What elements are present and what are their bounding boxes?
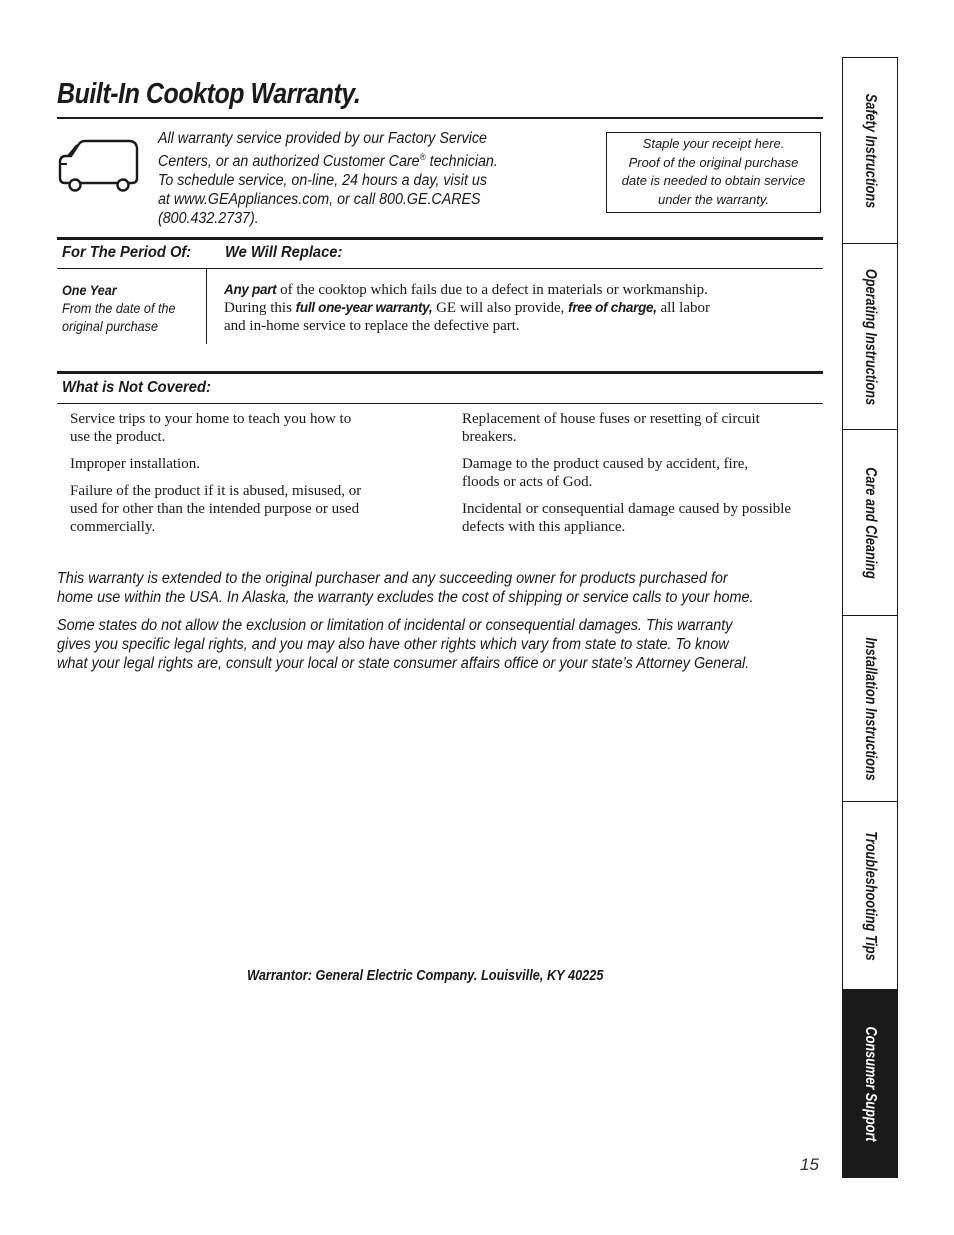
not-covered-header: What is Not Covered: bbox=[62, 379, 211, 396]
list-item: Incidental or consequential damage caused by possible defects with this appliance. bbox=[462, 501, 792, 535]
list-item: Replacement of house fuses or resetting of circuit breakers. bbox=[462, 411, 760, 445]
staple-receipt-box: Staple your receipt here. Proof of the original purchase date is needed to obtain service under the warranty. bbox=[606, 132, 821, 213]
title-rule bbox=[57, 117, 823, 119]
not-covered-right-list bbox=[462, 410, 824, 545]
van-icon bbox=[57, 136, 141, 194]
phone-number: (800.432.2737). bbox=[158, 210, 259, 228]
table-header-rule bbox=[57, 268, 823, 269]
replace-header: We Will Replace: bbox=[225, 244, 343, 261]
side-tab-installation-instructions[interactable]: Installation Instructions bbox=[842, 615, 898, 803]
table-top-rule bbox=[57, 237, 823, 240]
not-covered-left-list bbox=[70, 410, 410, 545]
side-tab-safety-instructions[interactable]: Safety Instructions bbox=[842, 57, 898, 245]
not-covered-header-rule bbox=[57, 403, 823, 404]
list-item: Failure of the product if it is abused, misused, or used for other than the intended purpose or used commercially. bbox=[70, 483, 362, 535]
list-item: Damage to the product caused by accident, fire, floods or acts of God. bbox=[462, 456, 749, 490]
page-title: Built-In Cooktop Warranty. bbox=[57, 78, 361, 110]
replace-description: Any part of the cooktop which fails due to a defect in materials or workmanship. During this full one-year warranty, GE will also provide, free of charge, all labor and in-home service to replace the defective part. bbox=[224, 282, 711, 334]
side-tab-operating-instructions[interactable]: Operating Instructions bbox=[842, 243, 898, 431]
warrantor-line: Warrantor: General Electric Company. Louisville, KY 40225 bbox=[247, 968, 604, 984]
list-item: Improper installation. bbox=[70, 456, 200, 472]
warranty-extension-paragraph: This warranty is extended to the original purchaser and any succeeding owner for products purchased for home use within the USA. In Alaska, the warranty excludes the cost of shipping or service calls to your home. bbox=[57, 570, 754, 606]
not-covered-top-rule bbox=[57, 371, 823, 374]
side-tab-care-and-cleaning[interactable]: Care and Cleaning bbox=[842, 429, 898, 617]
side-tab-bar bbox=[842, 57, 898, 1178]
table-divider bbox=[206, 269, 207, 344]
period-header: For The Period Of: bbox=[62, 244, 192, 261]
page-number: 15 bbox=[800, 1155, 819, 1174]
website-phone-line: at www.GEAppliances.com, or call 800.GE.CARES bbox=[158, 191, 481, 209]
side-tab-consumer-support[interactable]: Consumer Support bbox=[842, 989, 898, 1178]
legal-rights-paragraph: Some states do not allow the exclusion or limitation of incidental or consequential damages. This warranty gives you specific legal rights, and you may also have other rights which vary from state to state. To know what your legal rights are, consult your local or state consumer affairs office or your state’s Attorney General. bbox=[57, 617, 750, 672]
warranty-period: One Year From the date of the original purchase bbox=[62, 282, 176, 334]
list-item: Service trips to your home to teach you how to use the product. bbox=[70, 411, 352, 445]
side-tab-troubleshooting-tips[interactable]: Troubleshooting Tips bbox=[842, 801, 898, 991]
service-intro: All warranty service provided by our Factory Service Centers, or an authorized Customer Care® technician. To schedule service, on-line, 24 hours a day, visit us at www.GEAppliances.com, or call 800.GE.CARES (800.432.2737). bbox=[158, 129, 544, 228]
